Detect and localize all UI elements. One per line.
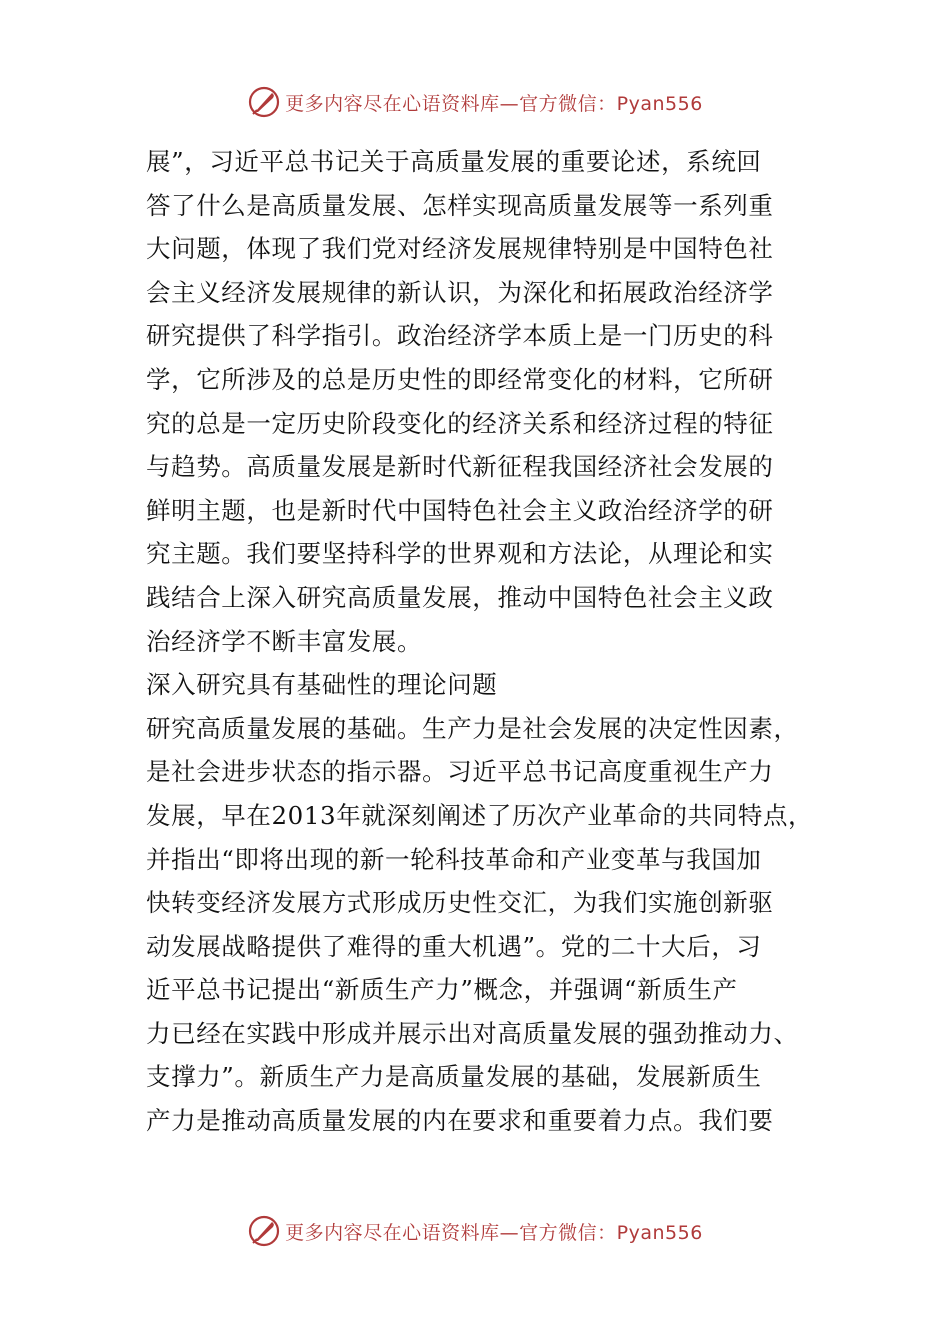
footer-banner (0, 1211, 950, 1251)
text-line: 动发展战略提供了难得的重大机遇”。党的二十大后，习 (146, 931, 762, 961)
header-banner (0, 82, 950, 122)
text-line: 与趋势。高质量发展是新时代新征程我国经济社会发展的 (146, 452, 774, 482)
section-heading: 深入研究具有基础性的理论问题 (146, 670, 498, 700)
quill-pen-logo-icon (247, 1214, 281, 1248)
footer-banner-text: 更多内容尽在心语资料库—官方微信：Pyan556 (285, 1221, 703, 1244)
text-line: 快转变经济发展方式形成历史性交汇，为我们实施创新驱 (146, 888, 774, 918)
text-line: 研究提供了科学指引。政治经济学本质上是一门历史的科 (146, 321, 774, 351)
text-line: 治经济学不断丰富发展。 (146, 626, 423, 656)
text-line: 答了什么是高质量发展、怎样实现高质量发展等一系列重 (146, 190, 774, 220)
text-line: 鲜明主题，也是新时代中国特色社会主义政治经济学的研 (146, 495, 774, 525)
text-line: 践结合上深入研究高质量发展，推动中国特色社会主义政 (146, 582, 774, 612)
document-body (146, 140, 826, 1143)
text-line: 产力是推动高质量发展的内在要求和重要着力点。我们要 (146, 1106, 774, 1136)
text-line: 近平总书记提出“新质生产力”概念，并强调“新质生产 (146, 975, 738, 1005)
text-line: 究的总是一定历史阶段变化的经济关系和经济过程的特征 (146, 408, 774, 438)
text-line: 力已经在实践中形成并展示出对高质量发展的强劲推动力、 (146, 1018, 799, 1048)
text-line: 究主题。我们要坚持科学的世界观和方法论，从理论和实 (146, 539, 774, 569)
text-line: 大问题，体现了我们党对经济发展规律特别是中国特色社 (146, 234, 774, 264)
quill-pen-logo-icon (247, 85, 281, 119)
text-line: 展”，习近平总书记关于高质量发展的重要论述，系统回 (146, 147, 762, 176)
text-line: 是社会进步状态的指示器。习近平总书记高度重视生产力 (146, 757, 774, 787)
text-line: 支撑力”。新质生产力是高质量发展的基础，发展新质生 (146, 1062, 762, 1092)
text-line: 学，它所涉及的总是历史性的即经常变化的材料，它所研 (146, 364, 774, 394)
text-line: 发展，早在2013年就深刻阐述了历次产业革命的共同特点， (146, 800, 814, 830)
header-banner-text: 更多内容尽在心语资料库—官方微信：Pyan556 (285, 92, 703, 115)
text-line: 会主义经济发展规律的新认识，为深化和拓展政治经济学 (146, 277, 774, 307)
text-line: 并指出“即将出现的新一轮科技革命和产业变革与我国加 (146, 844, 762, 874)
text-line: 研究高质量发展的基础。生产力是社会发展的决定性因素， (146, 713, 799, 743)
